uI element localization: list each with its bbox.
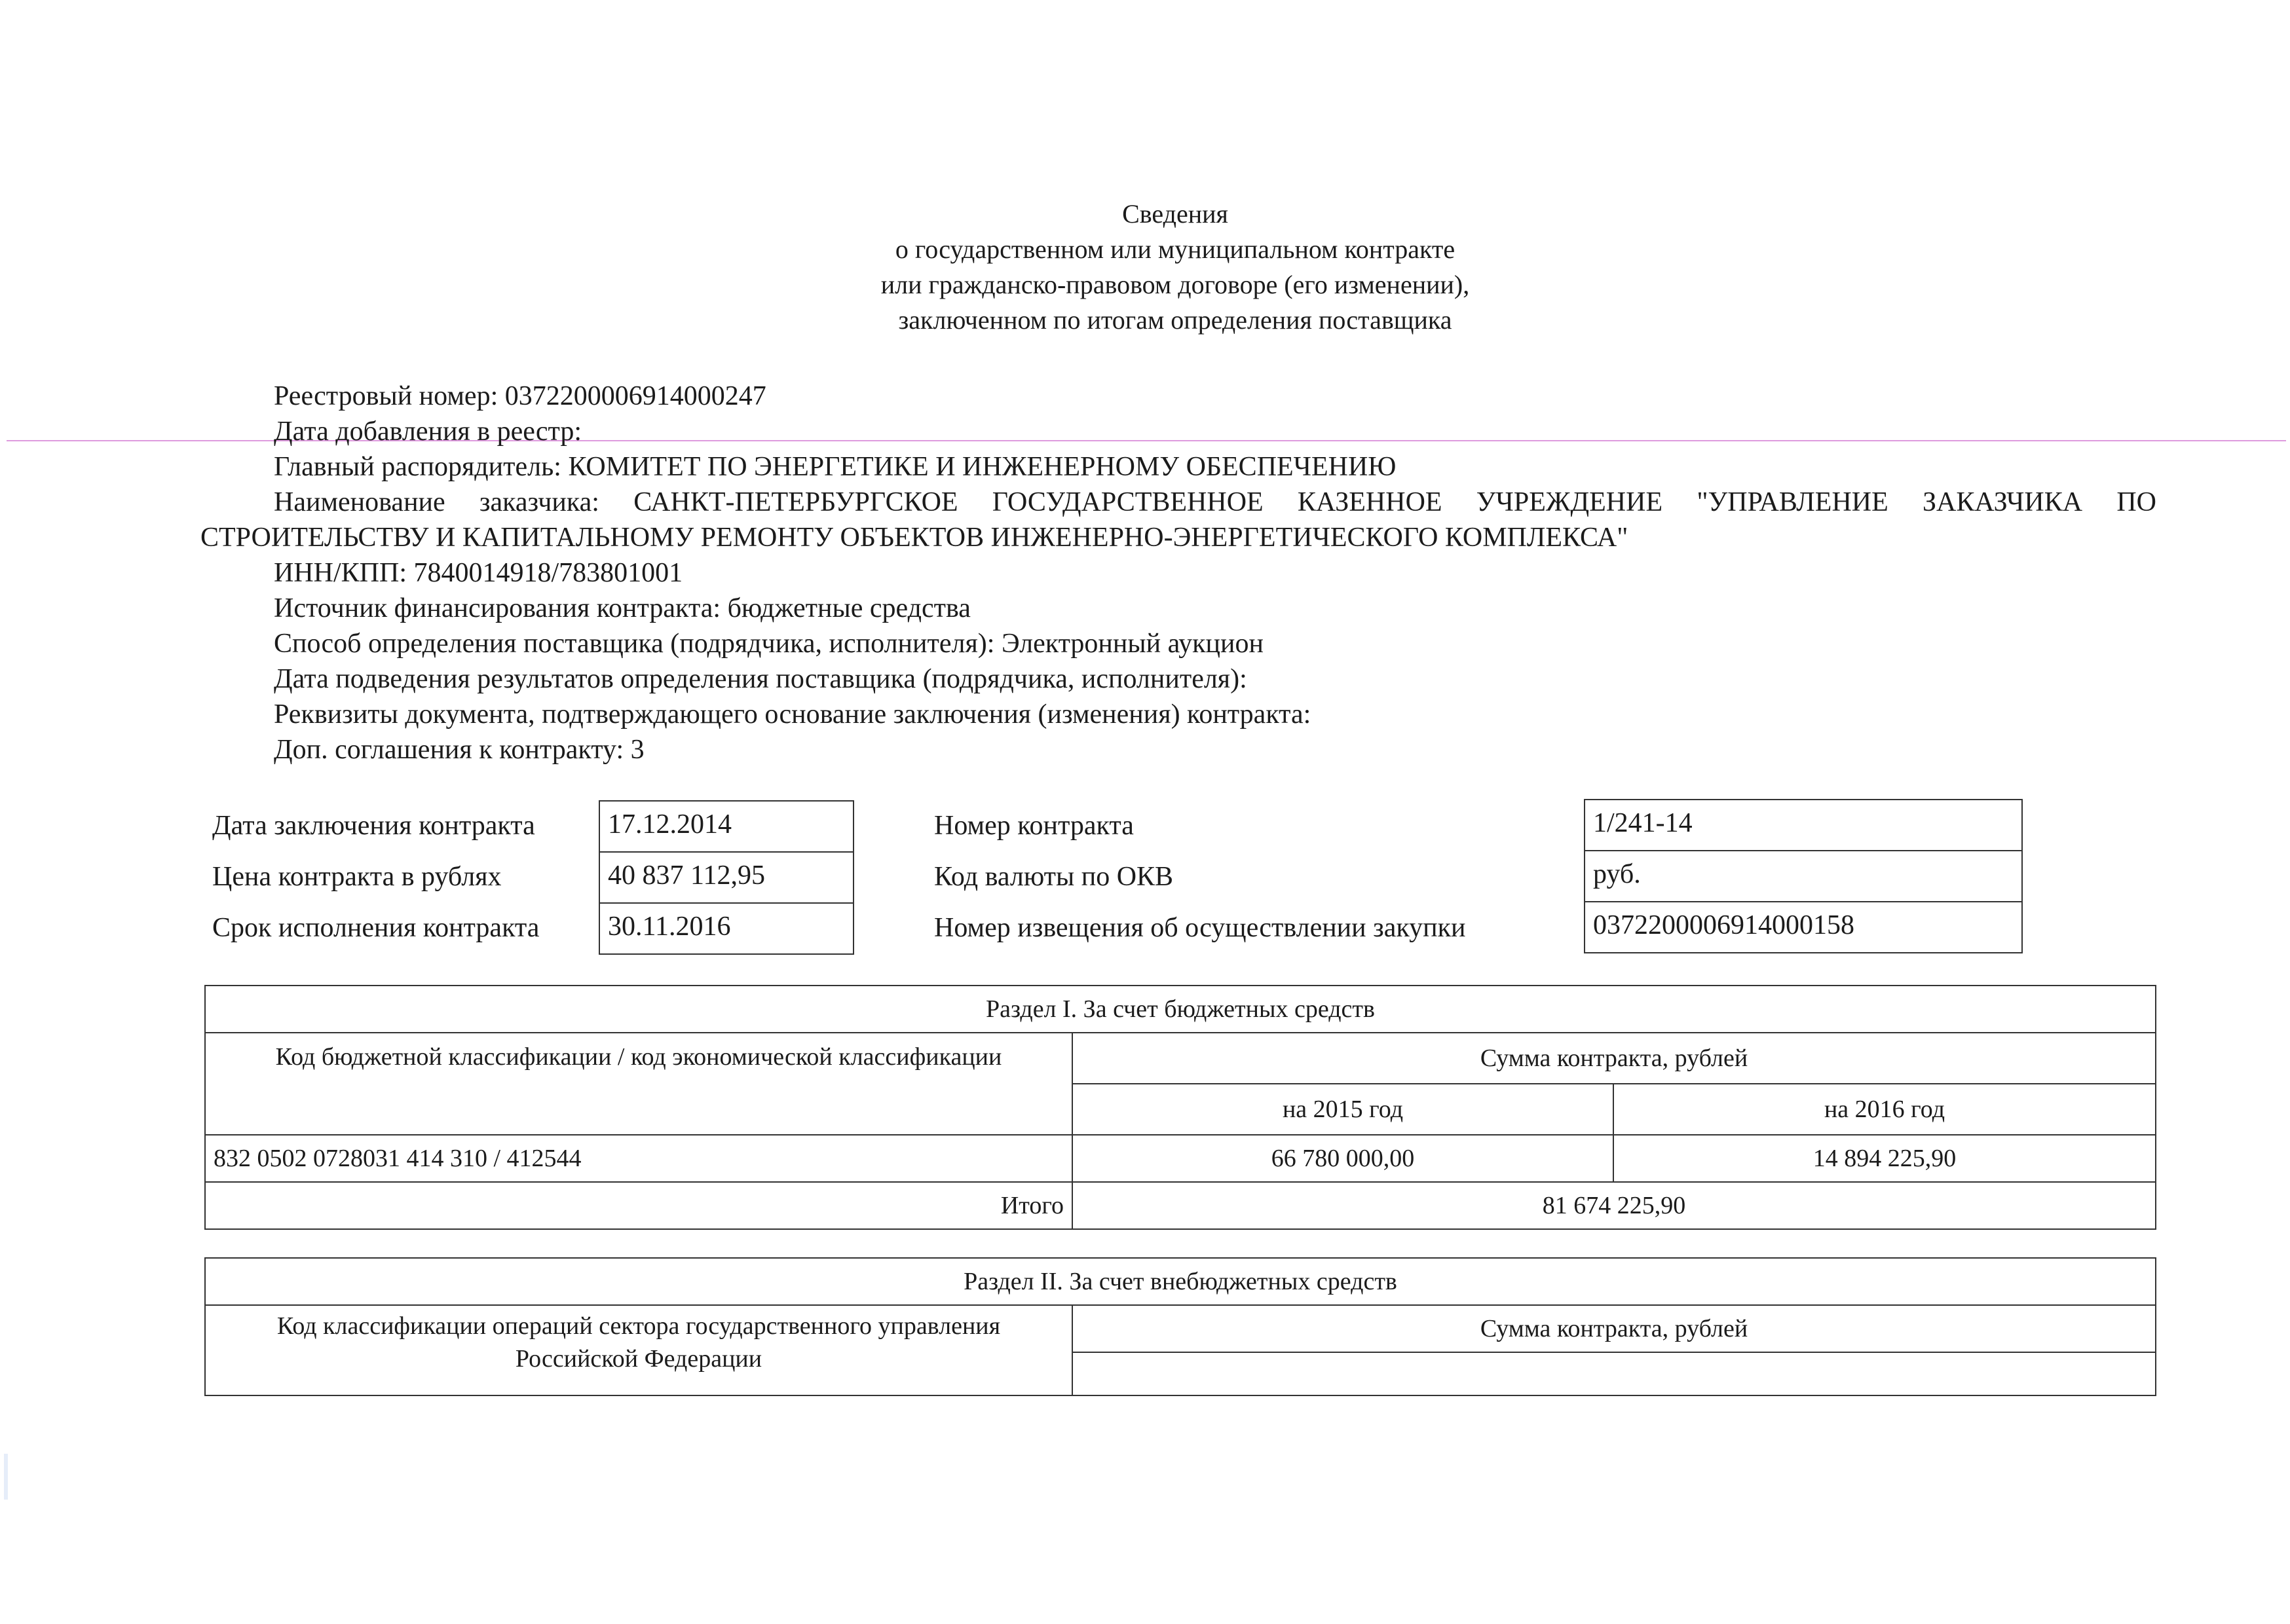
scan-artifact-mark [4, 1454, 8, 1500]
section2-sum-value [1072, 1352, 2156, 1395]
funding-source-label: Источник финансирования контракта: [274, 593, 721, 623]
contract-number-value: 1/241-14 [1584, 799, 2023, 851]
currency-code-label: Код валюты по ОКВ [934, 862, 1174, 892]
chief-manager-value: КОМИТЕТ ПО ЭНЕРГЕТИКЕ И ИНЖЕНЕРНОМУ ОБЕСПЕЧЕНИЮ [568, 452, 1397, 482]
inn-kpp-line [0, 555, 2290, 591]
supplements-value: 3 [630, 735, 645, 765]
customer-name-line [0, 485, 2156, 555]
contract-price-label: Цена контракта в рублях [212, 862, 502, 892]
registry-date-label: Дата добавления в реестр: [274, 416, 582, 447]
registry-number-value: 0372200006914000247 [504, 381, 766, 411]
contract-term-value: 30.11.2016 [599, 902, 854, 955]
registry-date-line [0, 414, 2290, 449]
registry-number-line [0, 378, 2290, 414]
total-row [205, 1182, 2156, 1229]
chief-manager-line [0, 449, 2290, 485]
section1-table [204, 985, 2156, 1230]
notice-number-label: Номер извещения об осуществлении закупки [934, 913, 1466, 943]
section1-year1-header: на 2015 год [1072, 1084, 1613, 1135]
section1-title: Раздел I. За счет бюджетных средств [205, 986, 2156, 1033]
table-row [205, 1135, 2156, 1182]
sum-2016-cell: 14 894 225,90 [1613, 1135, 2156, 1182]
contract-number-label: Номер контракта [934, 811, 1134, 841]
supplements-line [0, 732, 2290, 767]
funding-source-line [0, 591, 2290, 626]
title-line-2: о государственном или муниципальном контракте [895, 234, 1455, 264]
funding-source-value: бюджетные средства [727, 593, 971, 623]
chief-manager-label: Главный распорядитель: [274, 452, 561, 482]
inn-kpp-value: 7840014918/783801001 [413, 558, 683, 588]
section1-year2-header: на 2016 год [1613, 1084, 2156, 1135]
total-value: 81 674 225,90 [1072, 1182, 2156, 1229]
results-date-label: Дата подведения результатов определения поставщика (подрядчика, исполнителя): [274, 664, 1247, 694]
budget-code-cell: 832 0502 0728031 414 310 / 412544 [205, 1135, 1072, 1182]
customer-name-label: Наименование заказчика: [274, 487, 599, 517]
notice-number-value: 0372200006914000158 [1584, 901, 2023, 953]
contract-info-block [0, 378, 2290, 767]
contract-term-label: Срок исполнения контракта [212, 913, 540, 943]
registry-number-label: Реестровый номер: [274, 381, 498, 411]
document-details-label: Реквизиты документа, подтверждающего основание заключения (изменения) контракта: [274, 699, 1311, 729]
inn-kpp-label: ИНН/КПП: [274, 558, 407, 588]
currency-code-value: руб. [1584, 850, 2023, 902]
sum-2015-cell: 66 780 000,00 [1072, 1135, 1613, 1182]
supplements-label: Доп. соглашения к контракту: [274, 735, 624, 765]
supplier-method-label: Способ определения поставщика (подрядчика, исполнителя): [274, 629, 995, 659]
title-line-3: или гражданско-правовом договоре (его изменении), [880, 270, 1470, 299]
document-details-line [0, 697, 2290, 732]
contract-price-value: 40 837 112,95 [599, 851, 854, 904]
total-label: Итого [205, 1182, 1072, 1229]
supplier-method-value: Электронный аукцион [1001, 629, 1264, 659]
section2-title: Раздел II. За счет внебюджетных средств [205, 1258, 2156, 1305]
customer-name-value: САНКТ-ПЕТЕРБУРГСКОЕ ГОСУДАРСТВЕННОЕ КАЗЕННОЕ УЧРЕЖДЕНИЕ "УПРАВЛЕНИЕ ЗАКАЗЧИКА ПО СТРОИТЕЛЬСТВУ И КАПИТАЛЬНОМУ РЕМОНТУ ОБЪЕКТОВ ИНЖЕНЕРНО-ЭНЕРГЕТИЧЕСКОГО КОМПЛЕКСА" [200, 487, 2156, 553]
title-line-1: Сведения [1122, 199, 1228, 229]
results-date-line [0, 661, 2290, 697]
section1-sum-header: Сумма контракта, рублей [1072, 1033, 2156, 1084]
contract-date-value: 17.12.2014 [599, 800, 854, 853]
section2-code-header: Код классификации операций сектора государственного управления Российской Федерации [205, 1305, 1072, 1395]
section2-sum-header: Сумма контракта, рублей [1072, 1305, 2156, 1352]
section2-table [204, 1257, 2156, 1396]
document-title [0, 196, 2290, 338]
supplier-method-line [0, 626, 2290, 661]
title-line-4: заключенном по итогам определения поставщика [898, 305, 1452, 335]
section1-code-header: Код бюджетной классификации / код экономической классификации [205, 1033, 1072, 1135]
contract-date-label: Дата заключения контракта [212, 811, 535, 841]
